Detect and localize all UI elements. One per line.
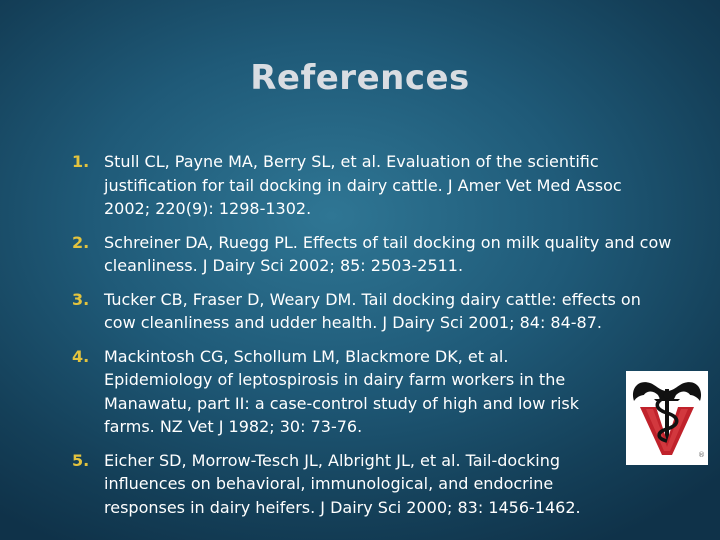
reference-item (72, 288, 672, 335)
slide-title: References (250, 58, 470, 98)
veterinary-caduceus-v-icon (626, 371, 708, 465)
reference-item (72, 231, 672, 278)
reference-number: 4. (72, 346, 90, 366)
reference-list (72, 150, 672, 529)
reference-text: Schreiner DA, Ruegg PL. Effects of tail docking on milk quality and cow cleanliness. J Dairy Sci 2002; 85: 2503-2511. (104, 232, 672, 275)
reference-text: Tucker CB, Fraser D, Weary DM. Tail docking dairy cattle: effects on cow cleanliness and udder health. J Dairy Sci 2001; 84: 84-87. (104, 289, 641, 332)
reference-number: 1. (72, 152, 90, 171)
reference-number: 3. (72, 289, 90, 309)
reference-text: Stull CL, Payne MA, Berry SL, et al. Evaluation of the scientific justification for tail docking in dairy cattle. J Amer Vet Med Assoc 2002; 220(9): 1298-1302. (104, 152, 622, 218)
reference-text: Mackintosh CG, Schollum LM, Blackmore DK, et al. Epidemiology of leptospirosis in dairy farm workers in the Manawatu, part II: a case-control study of high and low risk farms. NZ Vet J 1982; 30: 73-76. (104, 346, 579, 436)
reference-item (72, 449, 604, 520)
reference-number: 2. (72, 232, 90, 252)
reference-text: Eicher SD, Morrow-Tesch JL, Albright JL, et al. Tail-docking influences on behavioral, immunological, and endocrine responses in dairy heifers. J Dairy Sci 2000; 83: 1456-1462. (104, 450, 581, 517)
reference-number: 5. (72, 450, 90, 470)
reference-item (72, 345, 604, 439)
reference-item (72, 150, 672, 221)
registered-mark: ® (698, 451, 705, 459)
veterinary-logo (626, 371, 708, 465)
